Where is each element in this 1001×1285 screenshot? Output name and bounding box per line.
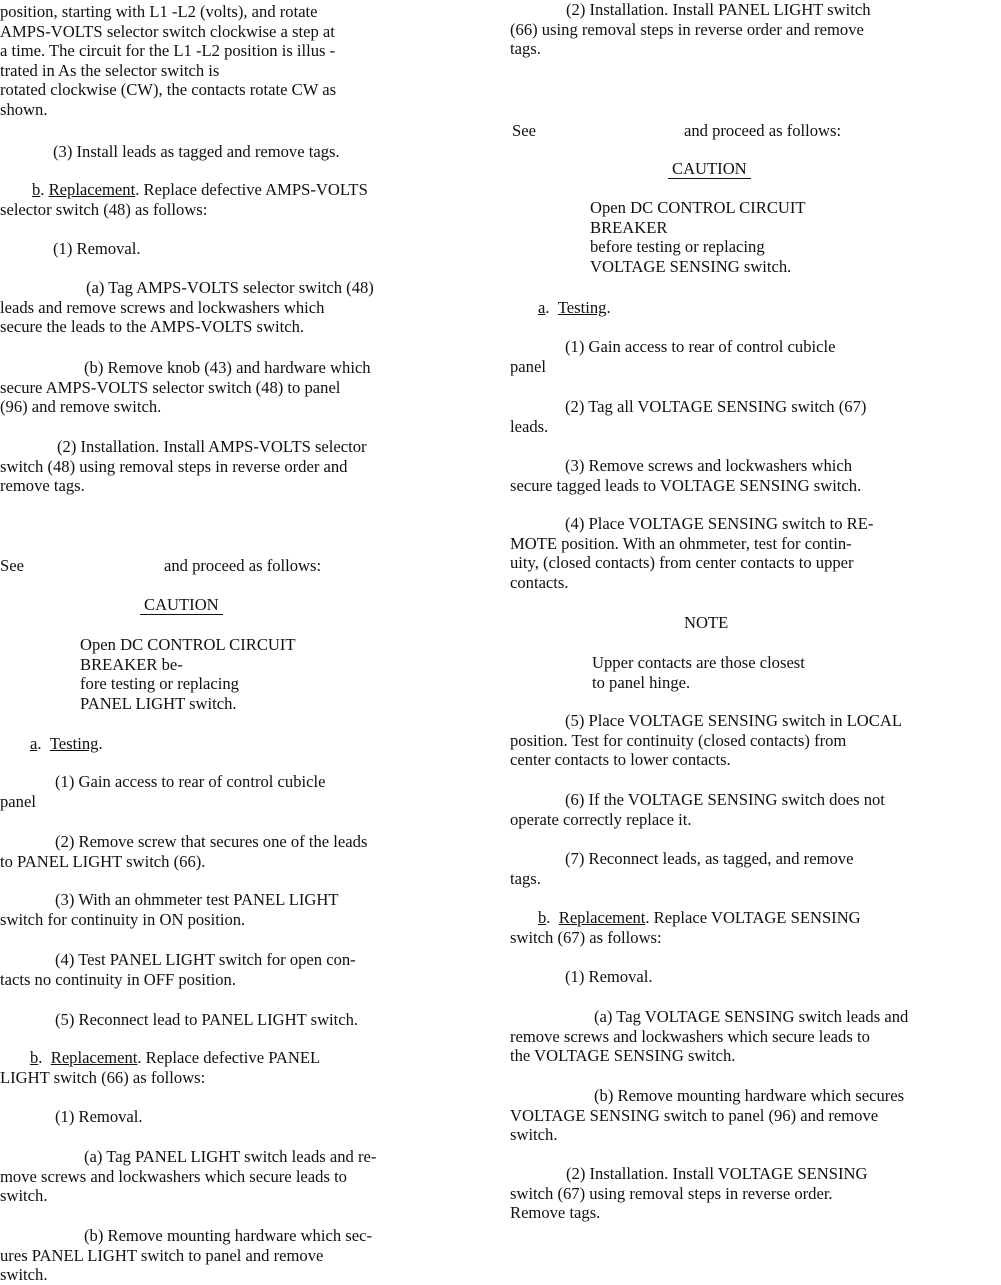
caution-heading [668, 159, 751, 179]
caution-text: Open DC CONTROL CIRCUIT BREAKER before testing or replacing VOLTAGE SENSING switch. [590, 198, 806, 276]
replacement-intro-line2: switch (67) as follows: [510, 928, 662, 947]
installation-step: (2) Installation. Install PANEL LIGHT switch (66) using removal steps in reverse order and remove tags. [510, 0, 871, 59]
see-reference-line [512, 121, 841, 141]
testing-label: a [538, 298, 546, 317]
testing-step-7: (7) Reconnect leads, as tagged, and remove tags. [510, 849, 854, 888]
installation-step: (2) Installation. Install VOLTAGE SENSING switch (67) using removal steps in reverse order. Remove tags. [510, 1164, 868, 1223]
testing-step-3: (3) With an ohmmeter test PANEL LIGHT switch for continuity in ON position. [0, 890, 339, 929]
removal-step-b: (b) Remove knob (43) and hardware which secure AMPS-VOLTS selector switch (48) to panel (96) and remove switch. [0, 358, 371, 417]
see-reference-line [0, 556, 321, 576]
testing-heading: a. Testing. [30, 734, 103, 753]
removal-step-a: (a) Tag AMPS-VOLTS selector switch (48) leads and remove screws and lockwashers which secure the leads to the AMPS-VOLTS switch. [0, 278, 374, 337]
install-leads-step: (3) Install leads as tagged and remove tags. [53, 142, 340, 161]
replacement-heading-voltage-sensing: b. Replacement. Replace VOLTAGE SENSING [538, 908, 861, 927]
testing-step-4: (4) Test PANEL LIGHT switch for open con- tacts no continuity in OFF position. [0, 950, 356, 989]
caution-text: Open DC CONTROL CIRCUIT BREAKER be- fore testing or replacing PANEL LIGHT switch. [80, 635, 296, 713]
removal-heading: (1) Removal. [565, 967, 653, 986]
replacement-intro: . Replace defective PANEL [137, 1048, 321, 1067]
testing-step-6: (6) If the VOLTAGE SENSING switch does not operate correctly replace it. [510, 790, 885, 829]
testing-heading: a. Testing. [538, 298, 611, 317]
removal-step-a: (a) Tag VOLTAGE SENSING switch leads and remove screws and lockwashers which secure leads to the VOLTAGE SENSING switch. [510, 1007, 909, 1066]
caution-heading [140, 595, 223, 615]
removal-step-a: (a) Tag PANEL LIGHT switch leads and re- move screws and lockwashers which secure leads to switch. [0, 1147, 377, 1206]
replacement-label: b [538, 908, 547, 927]
see-rest: and proceed as follows: [163, 556, 322, 575]
replacement-title: Replacement [558, 908, 646, 927]
removal-heading: (1) Removal. [53, 239, 141, 258]
testing-step-4: (4) Place VOLTAGE SENSING switch to RE- MOTE position. With an ohmmeter, test for contin- uity, (closed contacts) from center contacts to upper contacts. [510, 514, 874, 592]
testing-title: Testing [557, 298, 607, 317]
testing-step-2: (2) Remove screw that secures one of the leads to PANEL LIGHT switch (66). [0, 832, 368, 871]
testing-step-3: (3) Remove screws and lockwashers which secure tagged leads to VOLTAGE SENSING switch. [510, 456, 862, 495]
replacement-heading-panel-light: b. Replacement. Replace defective PANEL [30, 1048, 321, 1067]
caution-label: CAUTION [140, 596, 223, 615]
testing-title: Testing [49, 734, 99, 753]
note-heading: NOTE [684, 613, 729, 632]
replacement-title: Replacement [50, 1048, 138, 1067]
installation-step: (2) Installation. Install AMPS-VOLTS selector switch (48) using removal steps in reverse order and remove tags. [0, 437, 367, 496]
intro-paragraph: position, starting with L1 -L2 (volts), and rotate AMPS-VOLTS selector switch clockwise a step at a time. The circuit for the L1 -L2 position is illus - trated in As the selector switch is rotated clockwise (CW), the contacts rotate CW as shown. [0, 2, 337, 119]
testing-step-1: (1) Gain access to rear of control cubicle panel [510, 337, 836, 376]
replacement-heading-amps-volts: b. Replacement. Replace defective AMPS-VOLTS [32, 180, 368, 199]
testing-step-1: (1) Gain access to rear of control cubicle panel [0, 772, 326, 811]
removal-heading: (1) Removal. [55, 1107, 143, 1126]
testing-label: a [30, 734, 38, 753]
see-rest: and proceed as follows: [683, 121, 842, 140]
testing-step-5: (5) Reconnect lead to PANEL LIGHT switch. [55, 1010, 359, 1029]
removal-step-b: (b) Remove mounting hardware which secures VOLTAGE SENSING switch to panel (96) and remove switch. [510, 1086, 905, 1145]
see-word: See [512, 121, 536, 140]
replacement-intro-line2: selector switch (48) as follows: [0, 200, 208, 219]
replacement-intro: . Replace VOLTAGE SENSING [645, 908, 861, 927]
replacement-label: b [32, 180, 41, 199]
see-word: See [0, 556, 24, 575]
caution-label: CAUTION [668, 160, 751, 179]
replacement-intro: . Replace defective AMPS-VOLTS [135, 180, 368, 199]
note-text: Upper contacts are those closest to panel hinge. [592, 653, 805, 692]
replacement-title: Replacement [48, 180, 136, 199]
replacement-intro-line2: LIGHT switch (66) as follows: [0, 1068, 206, 1087]
testing-step-5: (5) Place VOLTAGE SENSING switch in LOCAL position. Test for continuity (closed contacts) from center contacts to lower contacts. [510, 711, 902, 770]
testing-step-2: (2) Tag all VOLTAGE SENSING switch (67) leads. [510, 397, 867, 436]
removal-step-b: (b) Remove mounting hardware which sec- ures PANEL LIGHT switch to panel and remove switch. [0, 1226, 372, 1285]
replacement-label: b [30, 1048, 39, 1067]
